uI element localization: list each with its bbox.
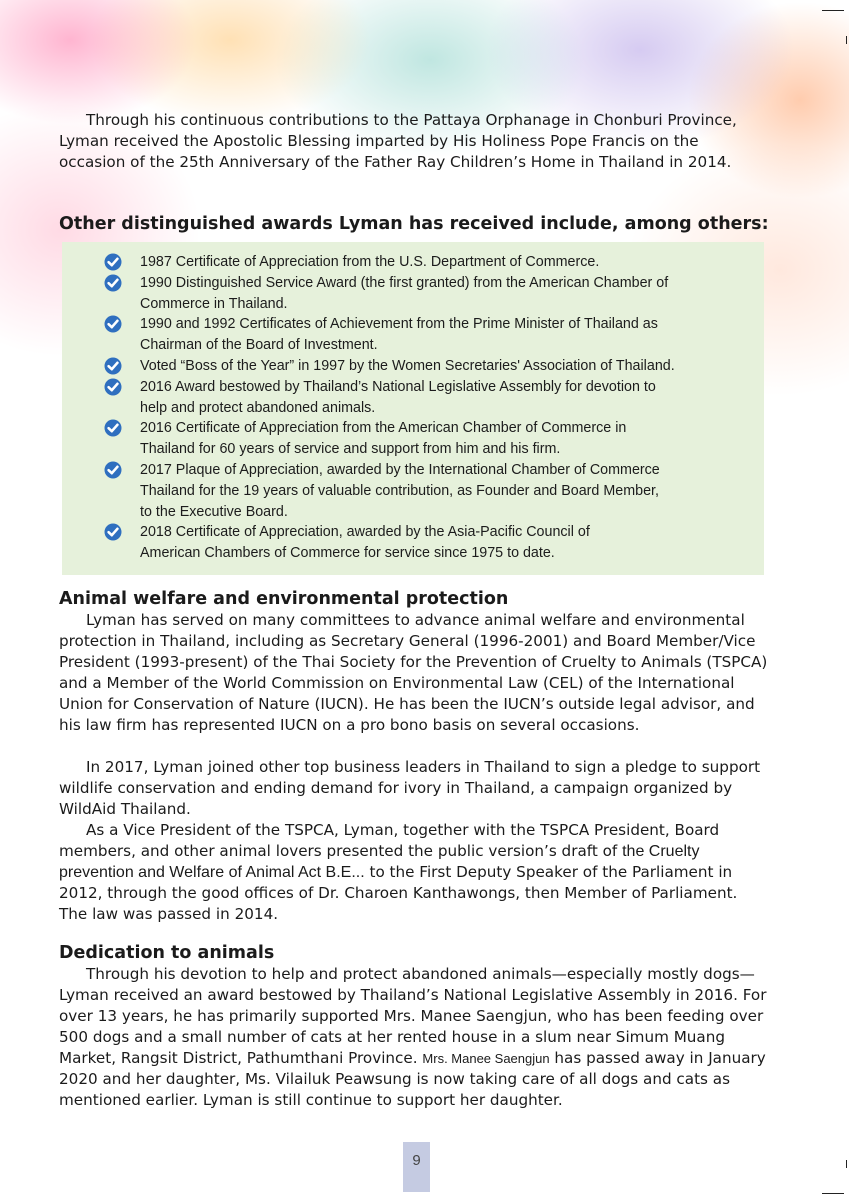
check-circle-icon: [104, 253, 122, 271]
check-circle-icon: [104, 357, 122, 375]
award-item: [140, 377, 740, 419]
award-item-line: to the Executive Board.: [140, 503, 288, 520]
dedication-text-b: has passed away in January 2020 and her daughter, Ms. Vilailuk Peawsung is now taking care of all dogs and cats as mentioned earlier. Lyman is still continue to support her daughter.: [59, 1049, 766, 1109]
award-item-line: 2016 Certificate of Appreciation from the American Chamber of Commerce in: [140, 420, 627, 437]
award-item-line: 1987 Certificate of Appreciation from the U.S. Department of Commerce.: [140, 254, 600, 270]
dedication-paragraph: [59, 964, 775, 1111]
award-item: [140, 460, 740, 522]
animal-welfare-paragraph-3: [59, 820, 759, 925]
check-circle-icon: [104, 419, 122, 437]
award-item: [140, 252, 740, 273]
award-item-line: 2018 Certificate of Appreciation, awarded by the Asia-Pacific Council of: [140, 524, 590, 541]
award-item-line: Thailand for the 19 years of valuable contribution, as Founder and Board Member,: [140, 482, 659, 499]
dedication-name: Mrs. Manee Saengjun: [422, 1051, 550, 1066]
paragraph-3-rest: to the First Deputy Speaker of the Parliament in 2012, through the good offices of Dr. Charoen Kanthawongs, then Member of Parliament. The law was passed in 2014.: [59, 863, 738, 923]
page-number: 9: [412, 1152, 421, 1169]
award-item-line: 2017 Plaque of Appreciation, awarded by the International Chamber of Commerce: [140, 462, 660, 478]
page-number-tab: [403, 1142, 430, 1192]
award-item: [140, 273, 740, 315]
animal-welfare-heading: Animal welfare and environmental protection: [59, 589, 509, 609]
check-circle-icon: [104, 315, 122, 333]
check-circle-icon: [104, 378, 122, 396]
paragraph-3-intro: As a Vice President of the TSPCA, Lyman, together with the TSPCA President, Board members, and other animal lovers presented the public version’s draft of: [59, 821, 720, 860]
award-item-line: 2016 Award bestowed by Thailand’s National Legislative Assembly for devotion to: [140, 378, 656, 395]
award-item-line: American Chambers of Commerce for service since 1975 to date.: [140, 545, 555, 562]
check-circle-icon: [104, 274, 122, 292]
award-item: [140, 522, 740, 564]
intro-paragraph: Through his continuous contributions to the Pattaya Orphanage in Chonburi Province, Lyman received the Apostolic Blessing imparted by His Holiness Pope Francis on the occasion of the 25th Anniversary of the Father Ray Children’s Home in Thailand in 2014.: [59, 111, 737, 171]
check-circle-icon: [104, 461, 122, 479]
award-item: [140, 356, 740, 377]
award-item-line: 1990 and 1992 Certificates of Achievement from the Prime Minister of Thailand as: [140, 316, 658, 333]
dedication-heading: Dedication to animals: [59, 943, 275, 963]
award-item: [140, 418, 740, 460]
award-item-line: Thailand for 60 years of service and support from him and his firm.: [140, 441, 561, 458]
award-item-line: help and protect abandoned animals.: [140, 399, 376, 416]
award-item-line: Commerce in Thailand.: [140, 295, 288, 312]
act-title: the Cruelty prevention and Welfare of Animal Act B.E...: [59, 843, 700, 881]
award-item-line: Chairman of the Board of Investment.: [140, 337, 378, 354]
award-item-line: 1990 Distinguished Service Award (the first granted) from the American Chamber of: [140, 274, 669, 291]
animal-welfare-paragraph-2: In 2017, Lyman joined other top business leaders in Thailand to sign a pledge to support wildlife conservation and ending demand for ivory in Thailand, a campaign organized by WildAid Thailand.: [59, 758, 761, 818]
awards-heading: Other distinguished awards Lyman has received include, among others:: [59, 214, 769, 234]
check-circle-icon: [104, 523, 122, 541]
award-item: [140, 314, 740, 356]
animal-welfare-paragraph-1: Lyman has served on many committees to advance animal welfare and environmental protection in Thailand, including as Secretary General (1996-2001) and Board Member/Vice President (1993-present) of the Thai Society for the Prevention of Cruelty to Animals (TSPCA) and a Member of the World Commission on Environmental Law (CEL) of the International Union for Conservation of Nature (IUCN). He has been the IUCN’s outside legal advisor, and his law firm has represented IUCN on a pro bono basis on several occasions.: [59, 611, 768, 734]
dedication-text-a: Through his devotion to help and protect abandoned animals—especially mostly dogs—Lyman received an award bestowed by Thailand’s National Legislative Assembly in 2016. For over 13 years, he has primarily supported Mrs. Manee Saengjun, who has been feeding over 500 dogs and a small number of cats at her rented house in a slum near Simum Muang Market, Rangsit District, Pathumthani Province.: [59, 965, 767, 1067]
award-item-line: Voted “Boss of the Year” in 1997 by the Women Secretaries' Association of Thailand.: [140, 358, 675, 374]
